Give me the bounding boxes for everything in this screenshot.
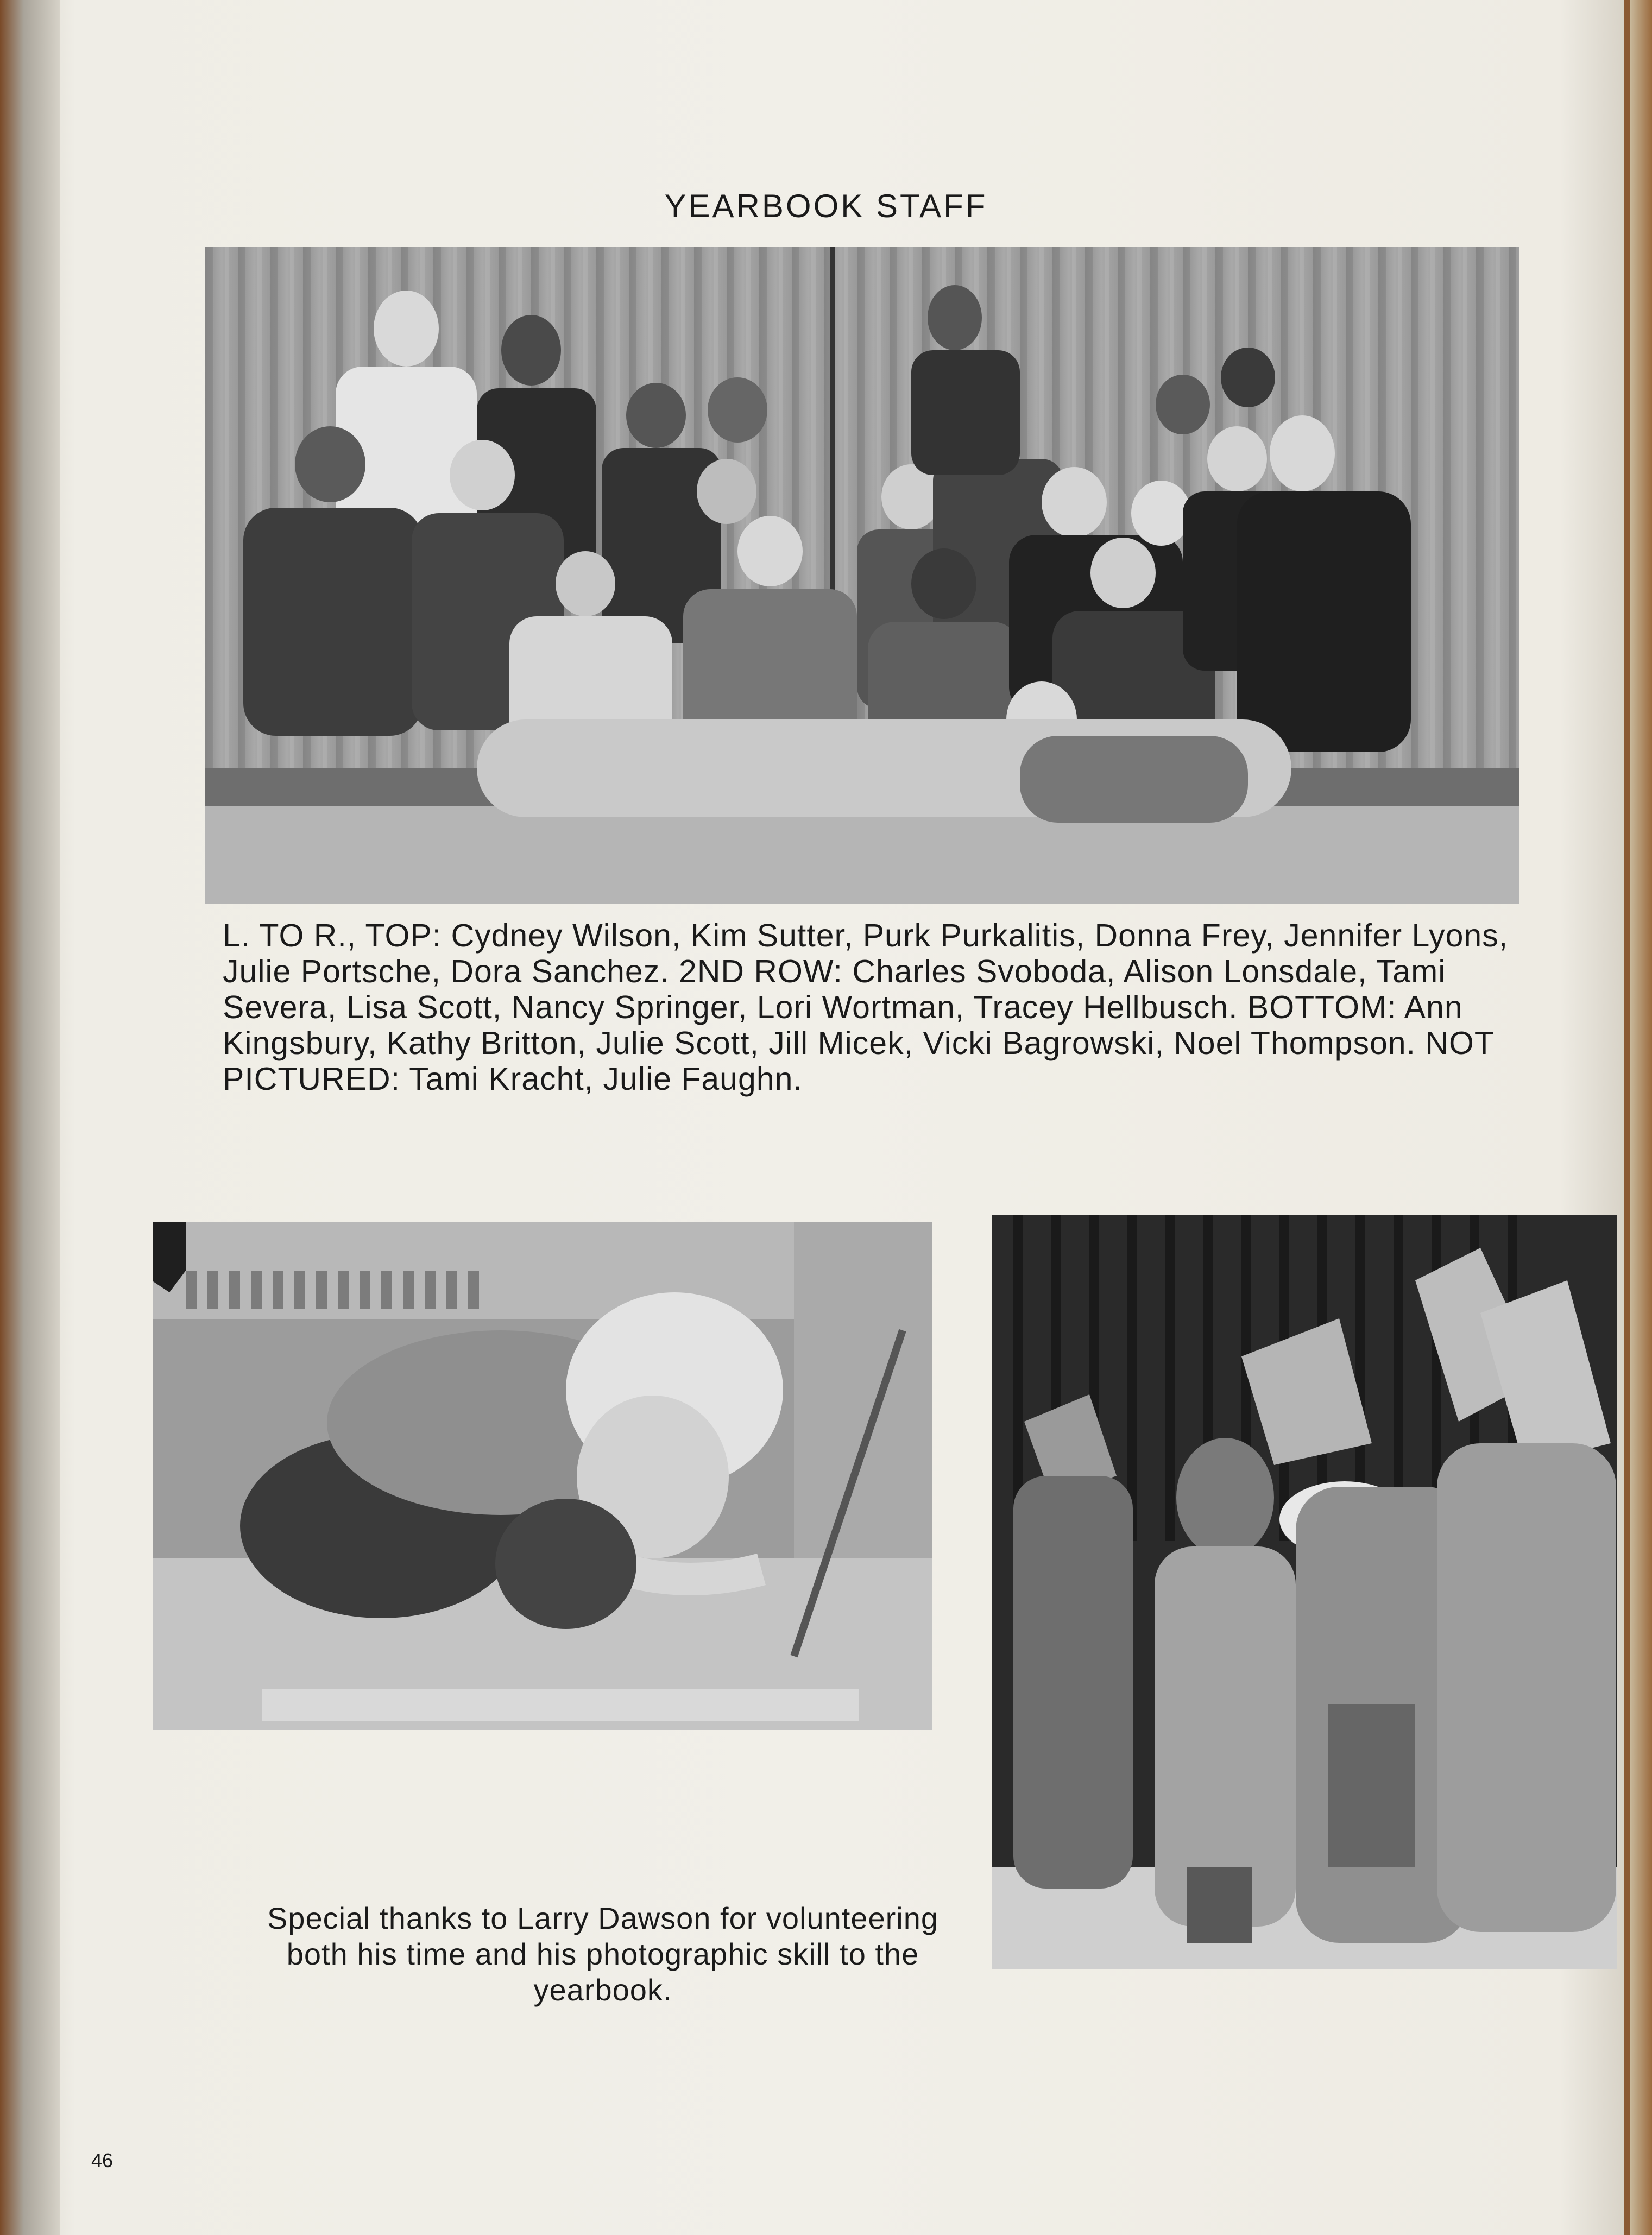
student-photo-icon [153, 1222, 932, 1730]
group-photo-icon [205, 247, 1519, 904]
page-number: 46 [91, 2149, 114, 2171]
costume-photo-icon [992, 1215, 1617, 1969]
page-edge [1630, 0, 1652, 2235]
yearbook-staff-photo [205, 247, 1519, 904]
photographer-thanks-caption: Special thanks to Larry Dawson for volunteering both his time and his photographic skill to the yearbook. [267, 1901, 939, 2007]
page-binding [0, 0, 60, 2235]
costume-performance-photo [992, 1215, 1617, 1969]
student-crawling-photo [153, 1222, 932, 1730]
page-title: YEARBOOK STAFF [664, 188, 988, 224]
staff-caption: L. TO R., TOP: Cydney Wilson, Kim Sutter, Purk Purkalitis, Donna Frey, Jennifer Lyons, Julie Portsche, Dora Sanchez. 2ND ROW: Charles Svoboda, Alison Lonsdale, Tami Severa, Lisa Scott, Nancy Springer, Lori Wortman, Tracey Hellbusch. BOTTOM: Ann Kingsbury, Kathy Britton, Julie Scott, Jill Micek, Vicki Bagrowski, Noel Thompson. NOT PICTURED: Tami Kracht, Julie Faughn. [223, 918, 1509, 1097]
